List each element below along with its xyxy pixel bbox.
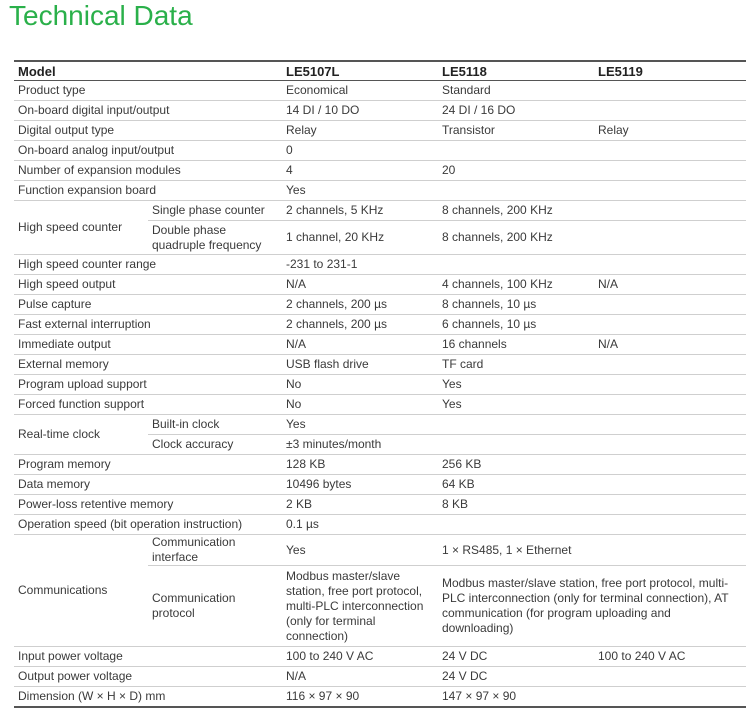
table-row [14, 295, 746, 315]
cell-value: 4 [282, 161, 438, 181]
header-le5107l: LE5107L [282, 61, 438, 81]
table-row [14, 275, 746, 295]
table-row [14, 687, 746, 708]
cell-value: 2 channels, 200 µs [282, 295, 438, 315]
cell-value: Yes [438, 395, 746, 415]
row-label: External memory [14, 355, 282, 375]
cell-value: Standard [438, 81, 594, 101]
technical-data-table [14, 60, 746, 708]
row-label: Data memory [14, 475, 282, 495]
cell-value: Modbus master/slave station, free port protocol, multi-PLC interconnection (only for terminal connection), AT communication (for program uploading and downloading) [438, 566, 746, 647]
cell-value: 1 channel, 20 KHz [282, 221, 438, 255]
table-row [14, 255, 746, 275]
row-label: Digital output type [14, 121, 282, 141]
cell-value: No [282, 395, 438, 415]
table-row [14, 515, 746, 535]
cell-value: 8 channels, 200 KHz [438, 221, 746, 255]
row-label: Real-time clock [14, 415, 148, 455]
sub-label: Double phase quadruple frequency [148, 221, 282, 255]
cell-value: Economical [282, 81, 438, 101]
header-le5118: LE5118 [438, 61, 594, 81]
page-title: Technical Data [9, 0, 193, 31]
row-label: Program upload support [14, 375, 282, 395]
table-row [14, 315, 746, 335]
table-row [14, 121, 746, 141]
cell-value: 8 KB [438, 495, 746, 515]
cell-value: Yes [282, 181, 746, 201]
cell-value: 64 KB [438, 475, 746, 495]
cell-value: 100 to 240 V AC [282, 647, 438, 667]
row-label: Operation speed (bit operation instruction) [14, 515, 282, 535]
row-label: Input power voltage [14, 647, 282, 667]
cell-value: 8 channels, 200 KHz [438, 201, 746, 221]
table-row [14, 495, 746, 515]
sub-label: Communication protocol [148, 566, 282, 647]
sub-label: Single phase counter [148, 201, 282, 221]
row-label: Number of expansion modules [14, 161, 282, 181]
cell-value: N/A [594, 335, 746, 355]
row-label: Output power voltage [14, 667, 282, 687]
cell-value: Modbus master/slave station, free port protocol, multi-PLC interconnection (only for terminal connection) [282, 566, 438, 647]
cell-value: 128 KB [282, 455, 438, 475]
cell-value: 4 channels, 100 KHz [438, 275, 594, 295]
cell-value: 0 [282, 141, 746, 161]
cell-value [594, 81, 746, 101]
row-label: High speed counter [14, 201, 148, 255]
row-label: Fast external interruption [14, 315, 282, 335]
cell-value: 2 channels, 200 µs [282, 315, 438, 335]
cell-value: N/A [282, 275, 438, 295]
cell-value: 10496 bytes [282, 475, 438, 495]
cell-value: 147 × 97 × 90 [438, 687, 746, 708]
row-label: High speed counter range [14, 255, 282, 275]
cell-value: 6 channels, 10 µs [438, 315, 746, 335]
sub-label: Clock accuracy [148, 435, 282, 455]
cell-value: 14 DI / 10 DO [282, 101, 438, 121]
cell-value: Yes [438, 375, 746, 395]
cell-value: N/A [594, 275, 746, 295]
cell-value: Transistor [438, 121, 594, 141]
row-label: Power-loss retentive memory [14, 495, 282, 515]
cell-value: N/A [282, 667, 438, 687]
cell-value [594, 101, 746, 121]
table-header-row [14, 61, 746, 81]
cell-value: 24 V DC [438, 647, 594, 667]
table-row [14, 141, 746, 161]
cell-value: USB flash drive [282, 355, 438, 375]
row-label: Immediate output [14, 335, 282, 355]
cell-value: 100 to 240 V AC [594, 647, 746, 667]
cell-value: 2 KB [282, 495, 438, 515]
cell-value: 24 V DC [438, 667, 746, 687]
table-row [14, 355, 746, 375]
cell-value: Relay [594, 121, 746, 141]
table-row [14, 535, 746, 566]
cell-value: N/A [282, 335, 438, 355]
row-label: Program memory [14, 455, 282, 475]
table-row [14, 667, 746, 687]
row-label: Communications [14, 535, 148, 647]
table-row [14, 101, 746, 121]
table-row [14, 475, 746, 495]
cell-value: Yes [282, 535, 438, 566]
cell-value: No [282, 375, 438, 395]
sub-label: Communication interface [148, 535, 282, 566]
cell-value: 2 channels, 5 KHz [282, 201, 438, 221]
cell-value: 256 KB [438, 455, 746, 475]
cell-value: 24 DI / 16 DO [438, 101, 594, 121]
row-label: Product type [14, 81, 282, 101]
cell-value: TF card [438, 355, 746, 375]
cell-value: 1 × RS485, 1 × Ethernet [438, 535, 746, 566]
row-label: Function expansion board [14, 181, 282, 201]
cell-value: ±3 minutes/month [282, 435, 746, 455]
table-row [14, 201, 746, 221]
cell-value: 16 channels [438, 335, 594, 355]
cell-value: Relay [282, 121, 438, 141]
cell-value: 0.1 µs [282, 515, 746, 535]
row-label: On-board digital input/output [14, 101, 282, 121]
table-row [14, 81, 746, 101]
row-label: Dimension (W × H × D) mm [14, 687, 282, 708]
table-row [14, 415, 746, 435]
row-label: High speed output [14, 275, 282, 295]
cell-value: Yes [282, 415, 746, 435]
table-row [14, 181, 746, 201]
cell-value: -231 to 231-1 [282, 255, 746, 275]
table-row [14, 335, 746, 355]
cell-value: 8 channels, 10 µs [438, 295, 746, 315]
table-row [14, 647, 746, 667]
cell-value: 20 [438, 161, 746, 181]
header-le5119: LE5119 [594, 61, 746, 81]
sub-label: Built-in clock [148, 415, 282, 435]
table-row [14, 395, 746, 415]
table-row [14, 375, 746, 395]
row-label: Pulse capture [14, 295, 282, 315]
cell-value: 116 × 97 × 90 [282, 687, 438, 708]
row-label: On-board analog input/output [14, 141, 282, 161]
row-label: Forced function support [14, 395, 282, 415]
header-model: Model [14, 61, 282, 81]
table-row [14, 455, 746, 475]
table-row [14, 161, 746, 181]
